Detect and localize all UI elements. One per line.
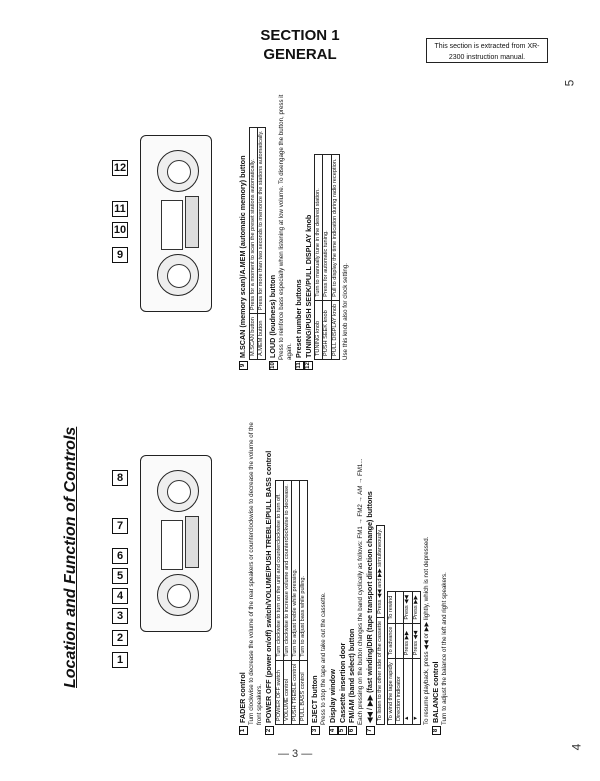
item-number: 9 [239,361,248,370]
table-cell: Turn to adjust treble while pressing. [292,481,300,661]
table-cell [396,592,404,623]
section-number: SECTION 1 [260,27,340,44]
item-preset [294,80,304,370]
callout-6: 6 [112,548,128,564]
item-text: Press to stop the tape and take out the cassette. [320,592,327,725]
table-cell: ▲ [404,659,412,725]
radio-unit-left [140,455,212,632]
table-cell: Press ◀◀ [404,592,412,623]
table-cell: Pull to display the time indication during radio reception. [331,155,339,300]
table-cell: To listen to the other side of the cassette [376,617,384,724]
table-cell: A.MEM button [257,314,265,360]
clock-text: Use this knob also for clock setting. [341,263,349,360]
resume-text: To resume playback, press ◀◀ or ▶▶ lightly, which is not depressed. [422,536,430,725]
section-subtitle: GENERAL [263,46,337,63]
item-number: 12 [305,362,312,369]
table-cell: Press for a moment to scan the preset stations automatically. [249,127,257,314]
item-heading: BALANCE control [431,661,440,723]
item-text: Press to reinforce bass especially when listening at low volume. To disengage the button, press it again. [277,94,293,360]
table-cell: Turn clockwise to turn on the unit and counterclockwise to turn off. [275,481,283,661]
mscan-table [249,127,266,360]
table-cell: Turn clockwise to increase volume and counterclockwise to decrease. [283,481,291,661]
item-number: 11 [295,362,302,369]
item-heading: Preset number buttons [294,279,303,358]
callout-4: 4 [112,588,128,604]
item-number: 7 [366,726,375,735]
item-heading: LOUD (loudness) button [268,274,277,358]
table-cell: Press ◀◀ [412,623,420,659]
cassette-door [161,520,183,570]
table-cell: VOLUME control [283,660,291,724]
item-number: 8 [432,726,441,735]
item-number: 6 [348,726,357,735]
fader-volume-knob [157,574,199,616]
item-text: Turn to adjust the balance of the left and right speakers. [440,572,448,725]
callout-5: 5 [112,568,128,584]
tuning-knob [157,150,199,192]
preset-buttons [185,516,199,568]
item-number: 3 [311,726,320,735]
callout-10: 10 [113,224,127,236]
page-number-right: 5 [562,79,577,87]
table-cell: PULL DISPLAY knob [331,300,339,359]
item-heading: Cassette insertion door [337,642,347,723]
table-cell: To advance [387,623,395,659]
power-table [275,480,309,725]
item-text: Turn clockwise to decrease the volume of the rear speakers or counterclockwise to decrease the volume of the front speakers. [247,422,263,725]
power-knob [157,254,199,296]
table-cell: Press ◀◀ and ▶▶ simultaneously. [376,525,384,617]
main-title: Location and Function of Controls [62,426,79,688]
item-eject [310,410,328,735]
section-heading [230,26,370,64]
item-heading: Display window [328,669,338,723]
item-fast-wind [365,410,431,735]
table-cell: Direction indicator [396,659,404,725]
item-tuning [304,80,350,370]
table-cell: Press ▶▶ [412,592,420,623]
table-cell: PULL BASS control [300,660,308,724]
item-number: 2 [265,726,274,735]
radio-unit-right [140,135,212,312]
callout-12: 12 [113,162,127,174]
tuning-table [314,154,340,360]
item-mscan [238,80,266,370]
item-number: 1 [239,726,248,735]
table-cell: M.SCAN button [249,314,257,360]
item-heading: FM/AM (band select) button [347,628,357,723]
table-cell: Press for automatic tuning. [323,155,331,300]
wind-table [387,591,421,725]
item-heading: ◀◀ / ▶▶ (fast winding/DIR (tape transport direction change) buttons [365,491,375,723]
item-cassette-door [338,410,348,735]
item-power [264,410,308,735]
callout-1: 1 [112,652,128,668]
callout-3: 3 [112,608,128,624]
callout-7: 7 [112,518,128,534]
item-fader [238,410,264,735]
item-fm-am [347,410,365,735]
item-number: 10 [269,362,276,369]
table-cell: PUSH SEEK knob [323,300,331,359]
item-heading: EJECT button [310,675,320,723]
table-cell: TUNING knob [315,300,323,359]
item-heading: POWER OFF (power on/off) switch/VOLUME/PUSH TREBLE/PULL BASS control [264,450,273,723]
right-text-column [238,80,350,370]
preset-number-buttons [185,196,199,248]
table-cell: ▼ [412,659,420,725]
item-heading: TUNING/PUSH SEEK/PULL DISPLAY knob [303,214,313,358]
page-number-left: 4 [569,743,584,751]
table-cell: Press for more than two seconds to memorize the stations automatically. [257,127,265,314]
table-cell: PUSH TREBLE control [292,660,300,724]
callout-8: 8 [112,470,128,486]
table-cell: Turn to adjust bass while pulling. [300,481,308,661]
table-cell: POWER OFF switch [275,660,283,724]
callout-9: 9 [112,247,128,263]
left-text-column [238,410,449,735]
item-heading: M.SCAN (memory scan)/A.MEM (automatic memory) button [238,155,247,358]
table-cell: Press ▶▶ [404,623,412,659]
balance-knob [157,470,199,512]
table-cell: Turn to manually tune in the desired station. [315,155,323,300]
item-number: 5 [338,726,347,735]
item-text: Each pressing on the button changes the band cyclically as follows: FM1 → FM2 → AM → FM1... [356,458,364,725]
item-display [328,410,338,735]
dir-table [376,525,385,725]
callout-2: 2 [112,630,128,646]
table-cell: To rewind [387,592,395,623]
item-loud [268,80,294,370]
table-cell [396,623,404,659]
callout-11: 11 [112,201,128,217]
item-heading: FADER control [238,672,247,723]
item-balance [431,410,449,735]
page-number-bottom: — 3 — [278,748,313,760]
extract-note: This section is extracted from XR-2300 instruction manual. [426,38,548,63]
table-cell: To wind the tape rapidly [387,659,395,725]
cassette-slot [161,200,183,250]
item-number: 4 [329,726,338,735]
